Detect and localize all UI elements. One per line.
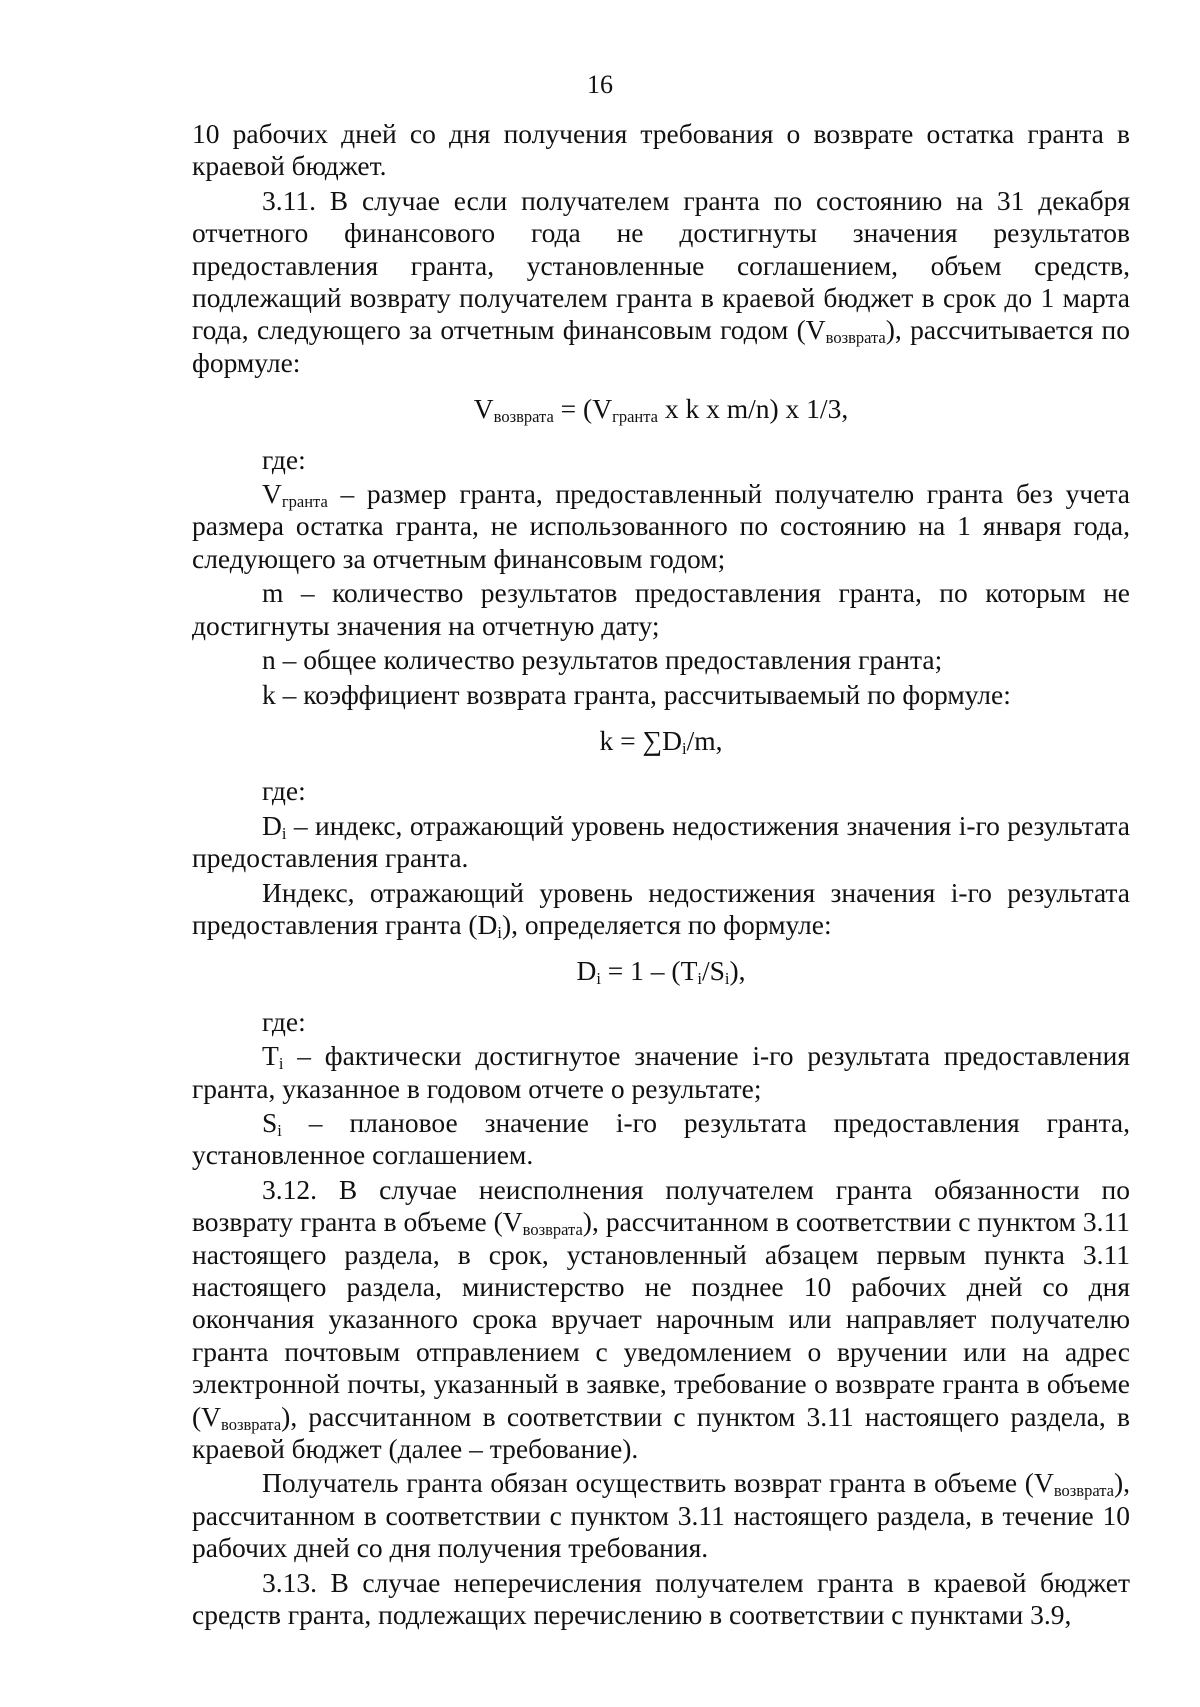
subscript: возврата xyxy=(825,328,886,348)
subscript: i xyxy=(724,969,730,989)
formula-text: k = ∑D xyxy=(599,724,682,756)
paragraph-3-12 xyxy=(192,1174,1130,1466)
formula-text: = (V xyxy=(553,393,613,425)
where-label: где: xyxy=(262,443,306,475)
formula-text: /S xyxy=(701,955,725,987)
page-number: 16 xyxy=(587,70,613,99)
formula-text: ), xyxy=(729,955,746,987)
definition-v-granta xyxy=(192,478,1130,575)
definition-text: – фактически достигнутое значение i-го результата предоставления гранта, указанное в годовом отчете о результате; xyxy=(192,1040,1130,1104)
subscript: возврата xyxy=(221,1414,282,1434)
where-label: где: xyxy=(262,775,306,807)
paragraph-index xyxy=(192,877,1130,942)
paragraph-continuation: 10 рабочих дней со дня получения требования о возврате остатка гранта в краевой бюджет. xyxy=(192,118,1130,182)
text-run: 3.12. В случае неисполнения получателем гранта обязанности по возврату гранта в объеме (V xyxy=(192,1173,1130,1238)
text-run: ), рассчитанном в соответствии с пунктом 3.11 настоящего раздела, в краевой бюджет (далее – требование). xyxy=(192,1400,1130,1465)
text-run: Индекс, отражающий уровень недостижения значения i-го результата предоставления гранта (D xyxy=(192,876,1130,940)
subscript: гранта xyxy=(612,407,658,427)
definition-m: m – количество результатов предоставления гранта, по которым не достигнуты значения на отчетную дату; xyxy=(192,577,1130,641)
definition-k: k – коэффициент возврата гранта, рассчитываемый по формуле: xyxy=(262,678,1011,710)
document-body xyxy=(192,118,1130,1631)
subscript: i xyxy=(681,739,687,759)
subscript: возврата xyxy=(1053,1481,1114,1501)
definition-text: – плановое значение i-го результата предоставления гранта, установленное соглашением. xyxy=(192,1106,1130,1171)
formula-var: V xyxy=(473,393,494,425)
formula-k xyxy=(192,725,1130,757)
definition-n: n – общее количество результатов предоставления гранта; xyxy=(262,644,943,676)
paragraph-3-13: 3.13. В случае неперечисления получателем гранта в краевой бюджет средств гранта, подлежащих перечислению в соответствии с пунктами 3.9, xyxy=(192,1566,1130,1631)
definition-ti xyxy=(192,1040,1130,1105)
formula-text: = 1 – (T xyxy=(600,955,698,987)
formula-var: D xyxy=(576,955,597,987)
text-run: ), рассчитанном в соответствии с пунктом 3.11 настоящего раздела, в срок, установленный абзацем первым пункта 3.11 настоящего раздела, министерство не позднее 10 рабочих дней со дня окончания указанного срока вручает нарочным или направляет получателю гранта почтовым отправлением с уведомлением о вручении или на адрес электронной почты, указанный в заявке, требование о возврате гранта в объеме (V xyxy=(192,1206,1130,1432)
var: S xyxy=(262,1106,278,1138)
var: V xyxy=(262,478,282,510)
formula-v-vozvrata xyxy=(192,393,1130,425)
formula-di xyxy=(192,955,1130,987)
paragraph-obligation xyxy=(192,1467,1130,1564)
definition-di xyxy=(192,810,1130,875)
subscript: возврата xyxy=(493,407,554,427)
subscript: i xyxy=(497,923,503,943)
text-run: Получатель гранта обязан осуществить возврат гранта в объеме (V xyxy=(262,1467,1054,1499)
text-run: 3.11. В случае если получателем гранта по состоянию на 31 декабря отчетного финансового года не достигнуты значения результатов предоставления гранта, установленные соглашением, объем средств, подлежащий возврату получателем гранта в краевой бюджет в срок до 1 марта года, следующего за отчетным финансовым годом (V xyxy=(192,184,1130,346)
text-run: ), рассчитывается по формуле: xyxy=(192,314,1131,378)
subscript: i xyxy=(281,823,287,843)
text-run: ), рассчитанном в соответствии с пунктом 3.11 настоящего раздела, в течение 10 рабочих дней со дня получения требования. xyxy=(192,1467,1130,1564)
formula-text: x k x m/n) x 1/3, xyxy=(657,393,849,425)
var: T xyxy=(262,1040,279,1072)
definition-si xyxy=(192,1107,1130,1172)
subscript: возврата xyxy=(522,1220,583,1240)
subscript: i xyxy=(596,969,601,989)
paragraph-3-11 xyxy=(192,185,1130,379)
subscript: i xyxy=(697,969,702,989)
formula-text: /m, xyxy=(686,724,723,756)
where-label: где: xyxy=(262,1005,306,1037)
definition-text: – размер гранта, предоставленный получателю гранта без учета размера остатка гранта, не использованного по состоянию на 1 января года, следующего за отчетным финансовым годом; xyxy=(192,478,1130,574)
text-run: ), определяется по формуле: xyxy=(502,908,832,940)
subscript: гранта xyxy=(281,492,328,512)
definition-text: – индекс, отражающий уровень недостижения значения i-го результата предоставления гранта. xyxy=(192,809,1130,874)
var: D xyxy=(262,809,282,841)
subscript: i xyxy=(277,1121,282,1141)
subscript: i xyxy=(278,1054,284,1074)
